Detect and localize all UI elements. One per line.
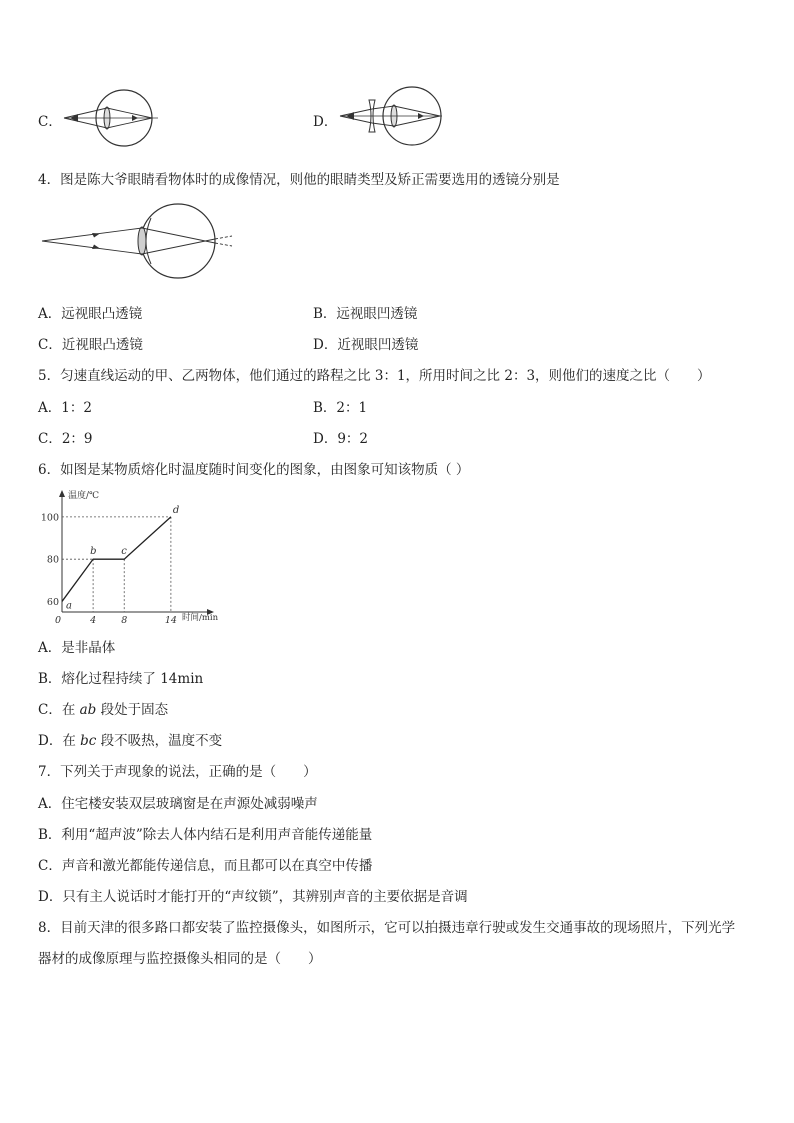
q5-option-d[interactable]: D．9：2 — [313, 431, 369, 447]
q6-option-d-suffix: 段不吸热，温度不变 — [96, 733, 223, 749]
q6-option-c[interactable] — [38, 698, 168, 718]
q4-option-a[interactable]: A．远视眼凸透镜 — [38, 306, 143, 322]
x-axis-label: 时间/min — [182, 613, 219, 623]
y-axis-arrow — [59, 490, 65, 497]
q4-stem: 4．图是陈大爷眼睛看物体时的成像情况，则他的眼睛类型及矫正需要选用的透镜分别是 — [38, 172, 560, 188]
melting-curve-chart — [36, 486, 232, 626]
q6-stem: 6．如图是某物质熔化时温度随时间变化的图象，由图象可知该物质（ ） — [38, 462, 470, 478]
q5-option-a[interactable]: A．1：2 — [38, 400, 92, 416]
q6-option-b[interactable]: B．熔化过程持续了 14min — [38, 671, 204, 687]
q6-option-c-suffix: 段处于固态 — [96, 702, 169, 718]
q7-option-c[interactable]: C．声音和激光都能传递信息，而且都可以在真空中传播 — [38, 858, 373, 874]
x-tick-label: 0 — [54, 615, 62, 626]
x-tick-label: 4 — [90, 615, 97, 626]
q3-option-d-label[interactable]: D． — [313, 114, 338, 130]
point-label: d — [172, 504, 180, 516]
point-label: a — [66, 600, 72, 612]
q4-option-b[interactable]: B．远视眼凹透镜 — [313, 306, 418, 322]
y-tick-label: 100 — [40, 512, 59, 524]
q3-option-d-eye-diagram — [336, 82, 448, 150]
q8-stem-line1: 8．目前天津的很多路口都安装了监控摄像头，如图所示，它可以拍摄违章行驶或发生交通事故的现场照片，下列光学 — [38, 920, 736, 936]
q7-option-d[interactable]: D．只有主人说话时才能打开的“声纹锁”，其辨别声音的主要依据是音调 — [38, 889, 468, 905]
x-tick-label: 14 — [164, 615, 177, 626]
y-tick-label: 80 — [46, 554, 59, 566]
q6-option-d-prefix: D．在 — [38, 733, 81, 749]
q3-option-c-eye-diagram — [60, 86, 170, 150]
y-axis-label: 温度/℃ — [68, 491, 100, 501]
q7-option-a[interactable]: A．住宅楼安装双层玻璃窗是在声源处减弱噪声 — [38, 796, 318, 812]
q4-option-d[interactable]: D．近视眼凹透镜 — [313, 337, 419, 353]
q3-option-c-label[interactable]: C． — [38, 114, 62, 130]
q6-option-c-segment: ab — [79, 702, 97, 718]
q5-option-c[interactable]: C．2：9 — [38, 431, 93, 447]
q7-stem: 7．下列关于声现象的说法，正确的是（ ） — [38, 764, 317, 780]
point-label: b — [90, 546, 97, 558]
x-tick-label: 8 — [121, 615, 128, 626]
q5-stem: 5．匀速直线运动的甲、乙两物体，他们通过的路程之比 3：1，所用时间之比 2：3，则他们的速度之比（ ） — [38, 368, 711, 384]
q6-option-d[interactable] — [38, 729, 222, 749]
q7-option-b[interactable]: B．利用“超声波”除去人体内结石是利用声音能传递能量 — [38, 827, 373, 843]
y-tick-label: 60 — [46, 596, 59, 608]
q4-option-c[interactable]: C．近视眼凸透镜 — [38, 337, 143, 353]
q8-stem-line2: 器材的成像原理与监控摄像头相同的是（ ） — [38, 951, 322, 967]
point-label: c — [121, 546, 127, 558]
q6-option-a[interactable]: A．是非晶体 — [38, 640, 116, 656]
q4-eye-diagram — [40, 198, 240, 284]
q6-option-c-prefix: C．在 — [38, 702, 80, 718]
q5-option-b[interactable]: B．2：1 — [313, 400, 368, 416]
q6-option-d-segment: bc — [80, 733, 97, 749]
